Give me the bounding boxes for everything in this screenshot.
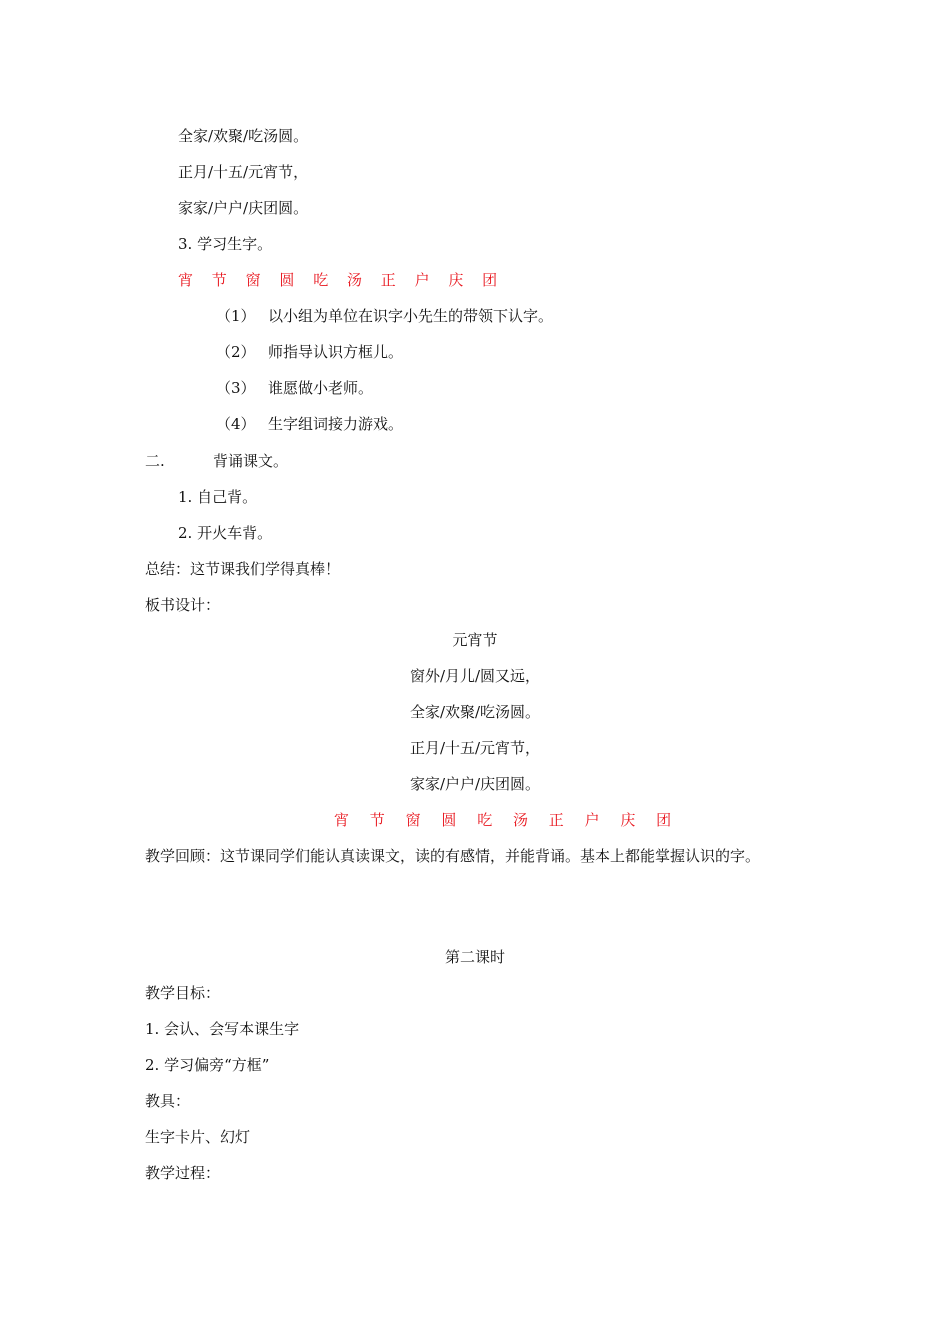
section-title: 背诵课文。 xyxy=(213,452,289,470)
board-char: 团 xyxy=(656,811,672,829)
board-char: 正 xyxy=(548,811,564,829)
lesson-2-title: 第二课时 xyxy=(444,948,505,966)
new-char: 宵 xyxy=(178,271,194,289)
section-2-heading xyxy=(145,451,288,471)
board-char: 宵 xyxy=(334,811,350,829)
poem-line: 全家/欢聚/吃汤圆。 xyxy=(178,127,309,145)
new-char: 节 xyxy=(211,271,227,289)
poem-line: 家家/户户/庆团圆。 xyxy=(178,199,309,217)
new-char: 吃 xyxy=(313,271,329,289)
board-char: 吃 xyxy=(477,811,493,829)
board-char: 节 xyxy=(369,811,385,829)
board-char: 汤 xyxy=(512,811,528,829)
sub-item-number: （4） xyxy=(216,415,256,433)
sub-item xyxy=(216,378,373,398)
sub-item-number: （2） xyxy=(216,343,256,361)
new-char: 窗 xyxy=(245,271,261,289)
board-line: 全家/欢聚/吃汤圆。 xyxy=(409,703,541,721)
board-characters-row xyxy=(334,810,687,830)
new-char: 庆 xyxy=(448,271,464,289)
teaching-goals-label: 教学目标： xyxy=(145,984,221,1002)
sub-item-text: 师指导认识方框儿。 xyxy=(268,343,404,361)
sub-item-text: 谁愿做小老师。 xyxy=(268,379,374,397)
sub-item-number: （3） xyxy=(216,379,256,397)
board-line: 家家/户户/庆团圆。 xyxy=(409,775,541,793)
section-2-item: 2. 开火车背。 xyxy=(178,524,273,542)
teaching-goal: 2. 学习偏旁“方框” xyxy=(145,1056,270,1074)
teaching-tools-label: 教具： xyxy=(145,1092,191,1110)
board-line: 窗外/月儿/圆又远， xyxy=(409,667,541,685)
teaching-review: 教学回顾：这节课同学们能认真读课文，读的有感情，并能背诵。基本上都能掌握认识的字。 xyxy=(145,847,761,865)
board-line: 正月/十五/元宵节， xyxy=(409,739,541,757)
section-number: 二. xyxy=(145,452,165,470)
new-char: 户 xyxy=(414,271,430,289)
board-char: 庆 xyxy=(620,811,636,829)
sub-item-text: 以小组为单位在识字小先生的带领下认字。 xyxy=(268,307,554,325)
board-char: 窗 xyxy=(405,811,421,829)
sub-item xyxy=(216,342,403,362)
teaching-goal: 1. 会认、会写本课生字 xyxy=(145,1020,300,1038)
new-char: 汤 xyxy=(346,271,362,289)
summary: 总结：这节课我们学得真棒！ xyxy=(145,560,341,578)
board-char: 户 xyxy=(584,811,600,829)
section-2-item: 1. 自己背。 xyxy=(178,488,258,506)
sub-item-text: 生字组词接力游戏。 xyxy=(268,415,404,433)
board-char: 圆 xyxy=(441,811,457,829)
teaching-process-label: 教学过程： xyxy=(145,1164,221,1182)
board-title: 元宵节 xyxy=(452,631,498,649)
new-char: 正 xyxy=(380,271,396,289)
sub-item xyxy=(216,306,553,326)
new-char: 圆 xyxy=(279,271,295,289)
board-design-label: 板书设计： xyxy=(145,596,221,614)
step-3-heading: 3. 学习生字。 xyxy=(178,235,273,253)
new-characters-row xyxy=(178,270,511,290)
poem-line: 正月/十五/元宵节， xyxy=(178,163,309,181)
teaching-tools: 生字卡片、幻灯 xyxy=(145,1128,251,1146)
sub-item-number: （1） xyxy=(216,307,256,325)
sub-item xyxy=(216,414,403,434)
new-char: 团 xyxy=(482,271,498,289)
